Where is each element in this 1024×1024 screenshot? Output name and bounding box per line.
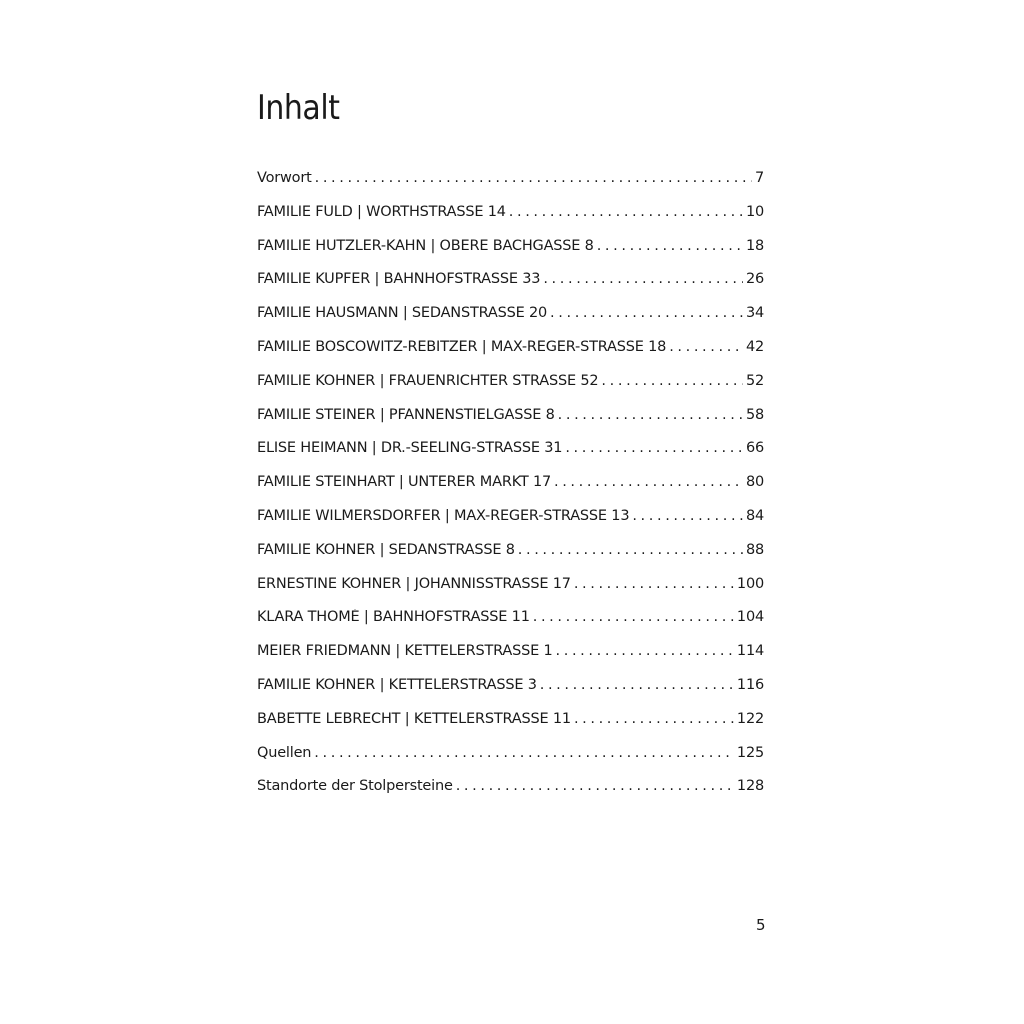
- dot-leader: [550, 305, 743, 321]
- toc-entry-page: 52: [745, 372, 764, 389]
- toc-entry: [257, 609, 764, 643]
- toc-entry: [257, 677, 764, 711]
- dot-leader: [558, 407, 743, 423]
- toc-entry-page: 88: [745, 541, 764, 558]
- toc-entry-title: FAMILIE STEINHART | UNTERER MARKT 17: [257, 474, 551, 491]
- toc-entry: [257, 542, 764, 576]
- toc-entry: [257, 373, 764, 407]
- toc-entry-title: ELISE HEIMANN | DR.-SEELING-STRASSE 31: [257, 440, 563, 457]
- toc-entry-page: 122: [736, 710, 764, 727]
- toc-entry-page: 58: [745, 406, 764, 423]
- toc-entry-title: FAMILIE HAUSMANN | SEDANSTRASSE 20: [257, 305, 548, 322]
- toc-entry-page: 10: [745, 203, 764, 220]
- toc-entry: [257, 238, 764, 272]
- toc-entry-page: 128: [736, 778, 764, 795]
- dot-leader: [456, 778, 734, 794]
- table-of-contents: [257, 170, 764, 812]
- toc-entry-title: MEIER FRIEDMANN | KETTELERSTRASSE 1: [257, 643, 553, 660]
- dot-leader: [315, 170, 752, 186]
- toc-entry-title: FAMILIE FULD | WÖRTHSTRASSE 14: [257, 203, 506, 220]
- toc-entry: [257, 204, 764, 238]
- toc-entry-page: 42: [745, 338, 764, 355]
- toc-entry-page: 114: [736, 643, 764, 660]
- toc-entry: [257, 778, 764, 812]
- toc-entry-page: 66: [745, 440, 764, 457]
- dot-leader: [518, 542, 743, 558]
- toc-entry-page: 104: [736, 609, 764, 626]
- toc-entry: [257, 576, 764, 610]
- toc-entry: [257, 339, 764, 373]
- toc-entry-page: 116: [736, 676, 764, 693]
- toc-entry-title: KLARA THOMÉ | BAHNHOFSTRASSE 11: [257, 609, 530, 626]
- dot-leader: [565, 440, 743, 456]
- dot-leader: [574, 711, 734, 727]
- toc-entry-title: ERNESTINE KOHNER | JOHANNISSTRASSE 17: [257, 575, 571, 592]
- dot-leader: [543, 271, 743, 287]
- toc-entry-title: FAMILIE STEINER | PFANNENSTIELGASSE 8: [257, 406, 555, 423]
- toc-entry: [257, 305, 764, 339]
- toc-entry-page: 18: [745, 237, 764, 254]
- toc-entry: [257, 643, 764, 677]
- toc-entry-page: 7: [754, 170, 764, 186]
- toc-entry-title: FAMILIE KOHNER | KETTELERSTRASSE 3: [257, 676, 537, 693]
- toc-entry-page: 84: [745, 507, 764, 524]
- toc-entry-title: FAMILIE HUTZLER-KAHN | OBERE BACHGASSE 8: [257, 237, 594, 254]
- toc-entry: [257, 745, 764, 779]
- dot-leader: [540, 677, 734, 693]
- toc-entry-title: Quellen: [257, 744, 312, 761]
- toc-entry-title: FAMILIE WILMERSDÖRFER | MAX-REGER-STRASSE 13: [257, 507, 630, 524]
- toc-entry: [257, 440, 764, 474]
- toc-entry-page: 100: [736, 575, 764, 592]
- toc-entry-page: 34: [745, 305, 764, 322]
- dot-leader: [509, 204, 743, 220]
- toc-entry-title: Standorte der Stolpersteine: [257, 778, 453, 795]
- toc-entry-page: 26: [745, 271, 764, 288]
- dot-leader: [533, 609, 734, 625]
- toc-entry: [257, 271, 764, 305]
- toc-entry-title: FAMILIE KOHNER | SEDANSTRASSE 8: [257, 541, 515, 558]
- toc-entry: [257, 711, 764, 745]
- dot-leader: [601, 373, 743, 389]
- dot-leader: [554, 474, 743, 490]
- dot-leader: [556, 643, 734, 659]
- toc-entry-title: Vorwort: [257, 170, 312, 186]
- dot-leader: [669, 339, 743, 355]
- toc-entry-page: 125: [736, 744, 764, 761]
- toc-entry-title: BABETTE LEBRECHT | KETTELERSTRASSE 11: [257, 710, 571, 727]
- toc-entry: [257, 508, 764, 542]
- dot-leader: [597, 238, 743, 254]
- toc-entry-title: FAMILIE BOSCOWITZ-REBITZER | MAX-REGER-STRASSE 18: [257, 338, 667, 355]
- dot-leader: [314, 745, 734, 761]
- toc-entry: [257, 407, 764, 441]
- page-number: 5: [756, 916, 766, 934]
- toc-entry-title: FAMILIE KOHNER | FRAUENRICHTER STRASSE 52: [257, 372, 599, 389]
- toc-entry: [257, 170, 764, 204]
- toc-entry-title: FAMILIE KUPFER | BAHNHOFSTRASSE 33: [257, 271, 541, 288]
- toc-entry-page: 80: [745, 474, 764, 491]
- dot-leader: [632, 508, 743, 524]
- dot-leader: [574, 576, 734, 592]
- page-title: Inhalt: [257, 88, 340, 128]
- toc-entry: [257, 474, 764, 508]
